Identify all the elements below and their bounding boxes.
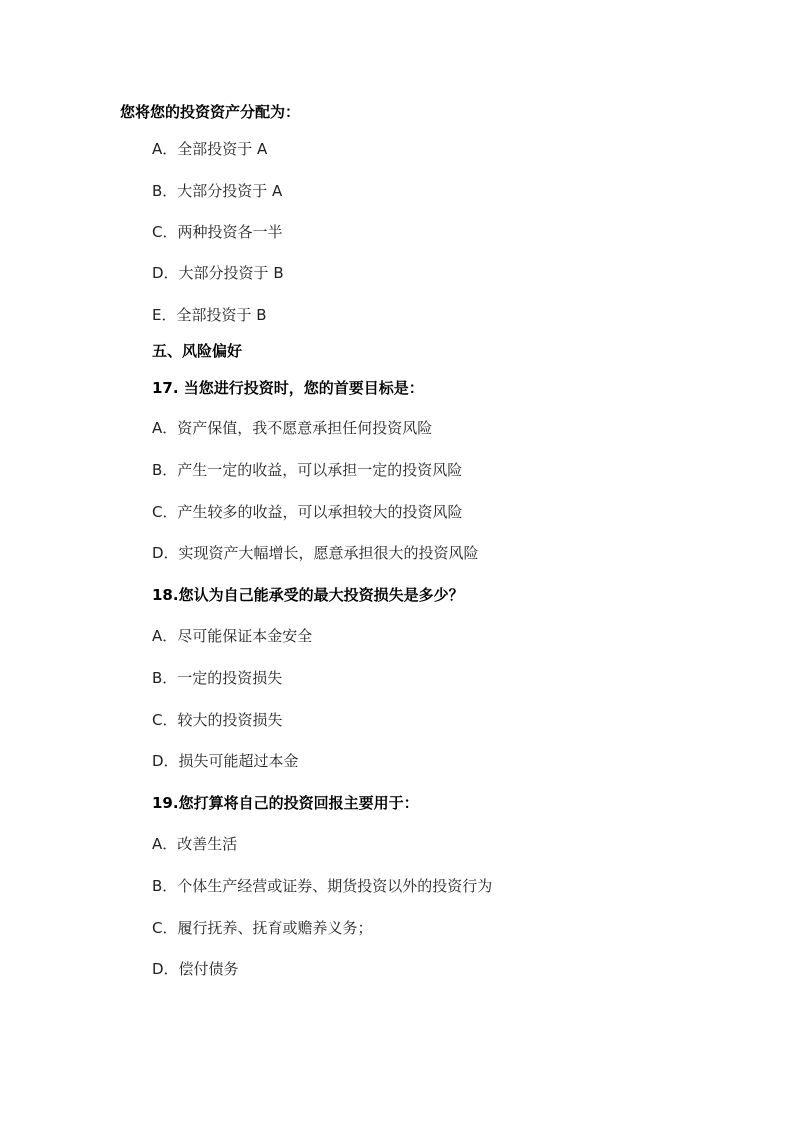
section-title: 五、风险偏好	[152, 342, 243, 360]
question-19-option-c: C．履行抚养、抚育或赡养义务；	[152, 919, 373, 937]
question-18-option-c: C．较大的投资损失	[152, 711, 283, 729]
question-19-option-b: B．个体生产经营或证券、期货投资以外的投资行为	[152, 877, 493, 895]
question-18-title: 18.您认为自己能承受的最大投资损失是多少？	[152, 586, 464, 604]
question-18-option-a: A．尽可能保证本金安全	[152, 627, 313, 645]
question-19-title: 19.您打算将自己的投资回报主要用于：	[152, 794, 419, 812]
question-19-option-a: A．改善生活	[152, 835, 238, 853]
intro-option-d: D．大部分投资于 B	[152, 264, 284, 282]
question-18-option-d: D．损失可能超过本金	[152, 752, 299, 770]
question-17-option-c: C．产生较多的收益，可以承担较大的投资风险	[152, 503, 463, 521]
question-17-option-a: A．资产保值，我不愿意承担任何投资风险	[152, 419, 433, 437]
intro-option-e: E．全部投资于 B	[152, 306, 267, 324]
question-19-option-d: D．偿付债务	[152, 960, 239, 978]
question-17-title: 17. 当您进行投资时，您的首要目标是：	[152, 379, 424, 397]
question-17-option-d: D．实现资产大幅增长，愿意承担很大的投资风险	[152, 544, 479, 562]
intro-option-b: B．大部分投资于 A	[152, 182, 283, 200]
intro-question: 您将您的投资资产分配为：	[120, 103, 301, 121]
question-17-option-b: B．产生一定的收益，可以承担一定的投资风险	[152, 461, 463, 479]
question-18-option-b: B．一定的投资损失	[152, 669, 283, 687]
intro-option-c: C．两种投资各一半	[152, 223, 283, 241]
intro-option-a: A．全部投资于 A	[152, 140, 268, 158]
